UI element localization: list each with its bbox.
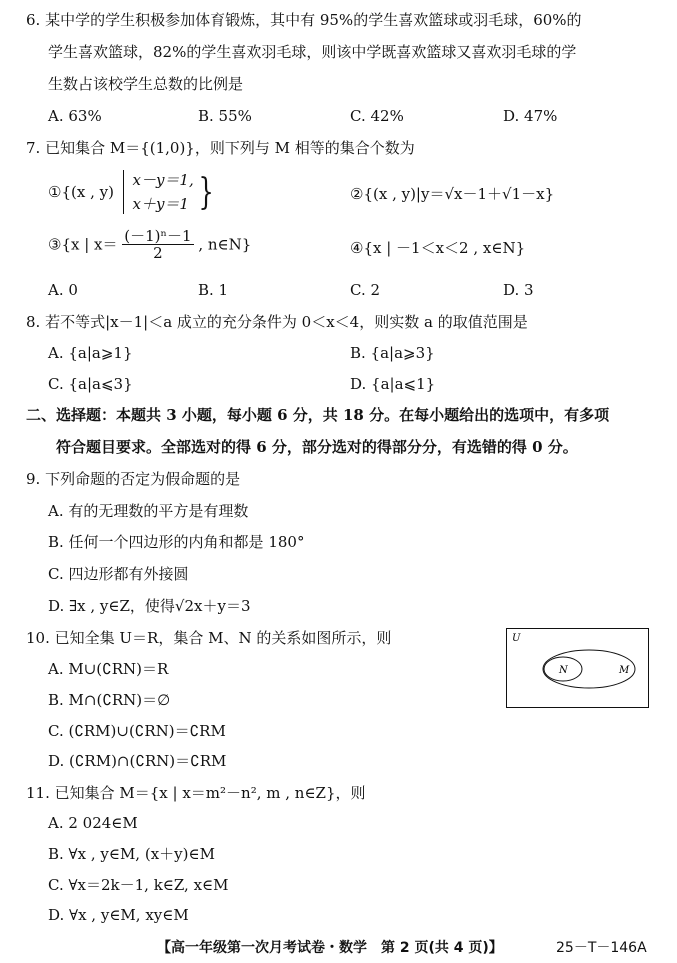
q10-option-c: C. (∁RM)∪(∁RN)＝∁RM [48,722,226,740]
venn-label-m: M [619,665,630,676]
q11-option-b: B. ∀x , y∈M, (x＋y)∈M [48,845,215,863]
q7-stem: 7. 已知集合 M＝{(1,0)}，则下列与 M 相等的集合个数为 [26,139,415,157]
q10-option-d: D. (∁RM)∩(∁RN)＝∁RM [48,752,227,770]
q6-option-d: D. 47% [503,107,558,125]
q6-option-c: C. 42% [350,107,404,125]
q6-option-a: A. 63% [48,107,102,125]
section2-heading-line1: 二、选择题：本题共 3 小题，每小题 6 分，共 18 分。在每小题给出的选项中，有多项 [26,406,610,424]
q10-stem: 10. 已知全集 U＝R，集合 M、N 的关系如图所示，则 [26,629,392,647]
q11-option-c: C. ∀x＝2k－1, k∈Z, x∈M [48,876,229,894]
q8-option-c: C. {a|a⩽3} [48,375,133,393]
q7-option-1-prefix: ①{(x , y) [48,183,114,201]
q8-option-b: B. {a|a⩾3} [350,344,435,362]
q7-option-1-eq2: x＋y＝1 [132,195,189,213]
q8-option-a: A. {a|a⩾1} [48,344,133,362]
q7-option-3-denominator: 2 [153,244,163,262]
q6-stem-line3: 生数占该校学生总数的比例是 [48,75,244,93]
q9-stem: 9. 下列命题的否定为假命题的是 [26,470,241,488]
q11-option-d: D. ∀x , y∈M, xy∈M [48,906,189,924]
q7-option-2: ②{(x , y)|y＝√x－1＋√1－x} [350,185,555,203]
q7-option-b: B. 1 [198,281,229,299]
venn-diagram [506,628,649,708]
q7-option-1-close: } [198,171,214,213]
q7-option-3 [48,228,251,268]
q7-option-1 [48,168,214,220]
page-footer-code: 25－T－146A [556,940,647,956]
q9-option-b: B. 任何一个四边形的内角和都是 180° [48,533,305,551]
q7-option-4: ④{x | －1＜x＜2 , x∈N} [350,239,526,257]
q7-option-c: C. 2 [350,281,381,299]
q7-option-1-eq1: x－y＝1, [132,171,194,189]
q10-option-b: B. M∩(∁RN)＝∅ [48,691,171,709]
q7-option-3-prefix: ③{x | x＝ [48,235,118,254]
q6-option-b: B. 55% [198,107,252,125]
q11-stem: 11. 已知集合 M＝{x | x＝m²－n², m , n∈Z}，则 [26,784,366,802]
q10-option-a: A. M∪(∁RN)＝R [48,660,169,678]
q7-option-3-numerator: (－1)ⁿ－1 [124,227,192,245]
q9-option-d: D. ∃x , y∈Z，使得√2x＋y＝3 [48,597,251,615]
q7-option-a: A. 0 [48,281,78,299]
q9-option-a: A. 有的无理数的平方是有理数 [48,502,249,520]
q7-option-3-suffix: , n∈N} [198,235,252,254]
q11-option-a: A. 2 024∈M [48,814,138,832]
venn-diagram-svg [507,629,648,707]
section2-heading-line2: 符合题目要求。全部选对的得 6 分，部分选对的得部分分，有选错的得 0 分。 [56,438,578,456]
venn-label-u: U [512,633,521,644]
q8-option-d: D. {a|a⩽1} [350,375,436,393]
q8-stem: 8. 若不等式|x－1|＜a 成立的充分条件为 0＜x＜4，则实数 a 的取值范围是 [26,313,528,331]
q6-stem-line2: 学生喜欢篮球，82%的学生喜欢羽毛球，则该中学既喜欢篮球又喜欢羽毛球的学 [48,43,577,61]
q7-option-d: D. 3 [503,281,534,299]
q6-stem-line1: 6. 某中学的学生积极参加体育锻炼，其中有 95%的学生喜欢篮球或羽毛球，60%的 [26,11,582,29]
page-footer-title: 【高一年级第一次月考试卷・数学 第 2 页(共 4 页)】 [157,940,503,956]
q9-option-c: C. 四边形都有外接圆 [48,565,189,583]
venn-label-n: N [559,665,568,676]
